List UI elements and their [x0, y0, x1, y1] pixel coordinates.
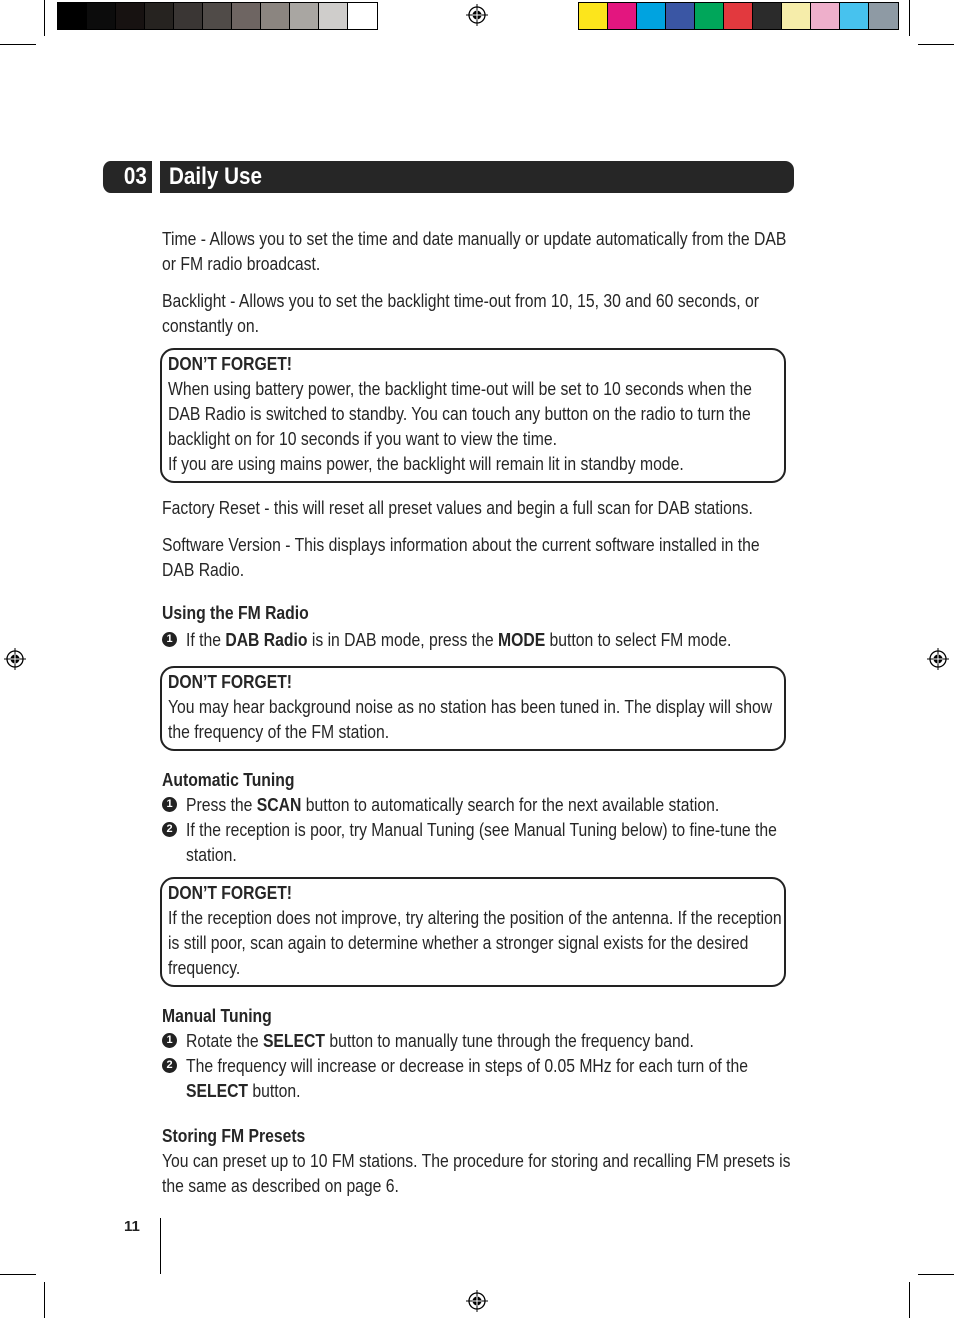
color-swatch — [203, 3, 232, 29]
registration-mark-icon — [466, 4, 488, 26]
page-content — [162, 226, 792, 1198]
color-swatch — [637, 3, 666, 29]
note-title: DON’T FORGET! — [168, 671, 293, 692]
note-title: DON’T FORGET! — [168, 353, 293, 374]
section-heading: Manual Tuning — [162, 1005, 272, 1026]
step-number-icon: 1 — [162, 632, 177, 647]
color-swatch — [724, 3, 753, 29]
registration-mark-icon — [466, 1290, 488, 1312]
step-item — [162, 1028, 792, 1053]
color-swatch — [232, 3, 261, 29]
color-swatch — [840, 3, 869, 29]
note-text: If the reception does not improve, try altering the position of the antenna. If the reception is still poor, scan again to determine whether a stronger signal exists for the desired frequency. — [168, 907, 782, 978]
color-swatch — [608, 3, 637, 29]
color-swatch — [174, 3, 203, 29]
note-text: You may hear background noise as no station has been tuned in. The display will show the frequency of the FM station. — [168, 696, 773, 742]
registration-mark-icon — [4, 648, 26, 670]
step-text: Rotate the SELECT button to manually tune through the frequency band. — [186, 1030, 694, 1051]
step-number-icon: 2 — [162, 822, 177, 837]
crop-mark — [918, 1274, 954, 1275]
software-version-text: Software Version - This displays information about the current software installed in the DAB Radio. — [162, 534, 760, 580]
step-number-icon: 1 — [162, 797, 177, 812]
crop-mark — [909, 0, 910, 36]
note-box — [160, 348, 786, 483]
presets-text: You can preset up to 10 FM stations. The procedure for storing and recalling FM presets is the same as described on page 6. — [162, 1150, 791, 1196]
color-swatch — [579, 3, 608, 29]
color-swatch — [261, 3, 290, 29]
step-number-icon: 1 — [162, 1033, 177, 1048]
section-heading: Storing FM Presets — [162, 1125, 306, 1146]
color-swatch — [666, 3, 695, 29]
color-swatch — [753, 3, 782, 29]
crop-mark — [918, 44, 954, 45]
section-heading: Using the FM Radio — [162, 602, 309, 623]
page-number: 11 — [124, 1218, 140, 1235]
note-text: If you are using mains power, the backlight will remain lit in standby mode. — [168, 453, 684, 474]
color-swatch — [87, 3, 116, 29]
crop-mark — [909, 1282, 910, 1318]
color-swatch — [145, 3, 174, 29]
step-item — [162, 817, 792, 867]
color-swatch — [811, 3, 840, 29]
crop-mark — [0, 44, 36, 45]
color-swatch — [290, 3, 319, 29]
crop-mark — [0, 1274, 36, 1275]
color-swatch — [319, 3, 348, 29]
footer-divider — [160, 1218, 161, 1274]
note-box — [160, 877, 786, 987]
chapter-title-bar — [160, 161, 794, 193]
grayscale-color-bar — [57, 2, 378, 30]
step-text: If the DAB Radio is in DAB mode, press the MODE button to select FM mode. — [186, 629, 732, 650]
step-item — [162, 792, 792, 817]
crop-mark — [44, 0, 45, 36]
chapter-title: Daily Use — [169, 163, 262, 190]
step-text: If the reception is poor, try Manual Tuning (see Manual Tuning below) to fine-tune the station. — [186, 819, 777, 865]
registration-mark-icon — [927, 648, 949, 670]
factory-reset-text: Factory Reset - this will reset all preset values and begin a full scan for DAB stations. — [162, 497, 753, 518]
step-number-icon: 2 — [162, 1058, 177, 1073]
section-heading: Automatic Tuning — [162, 769, 295, 790]
color-swatch — [58, 3, 87, 29]
step-item — [162, 627, 792, 652]
step-item — [162, 1053, 792, 1103]
color-swatch — [116, 3, 145, 29]
note-title: DON’T FORGET! — [168, 882, 293, 903]
step-text: The frequency will increase or decrease in steps of 0.05 MHz for each turn of the SELECT button. — [186, 1055, 749, 1101]
chapter-number-tab: 03 — [103, 161, 152, 193]
process-color-bar — [578, 2, 899, 30]
color-swatch — [348, 3, 377, 29]
backlight-setting-text: Backlight - Allows you to set the backlight time-out from 10, 15, 30 and 60 seconds, or constantly on. — [162, 290, 760, 336]
color-swatch — [695, 3, 724, 29]
crop-mark — [44, 1282, 45, 1318]
color-swatch — [869, 3, 898, 29]
note-box — [160, 666, 786, 751]
time-setting-text: Time - Allows you to set the time and date manually or update automatically from the DAB or FM radio broadcast. — [162, 228, 787, 274]
step-text: Press the SCAN button to automatically search for the next available station. — [186, 794, 720, 815]
note-text: When using battery power, the backlight time-out will be set to 10 seconds when the DAB Radio is switched to standby. You can touch any button on the radio to turn the backlight on for 10 seconds if you want to view the time. — [168, 378, 752, 449]
color-swatch — [782, 3, 811, 29]
